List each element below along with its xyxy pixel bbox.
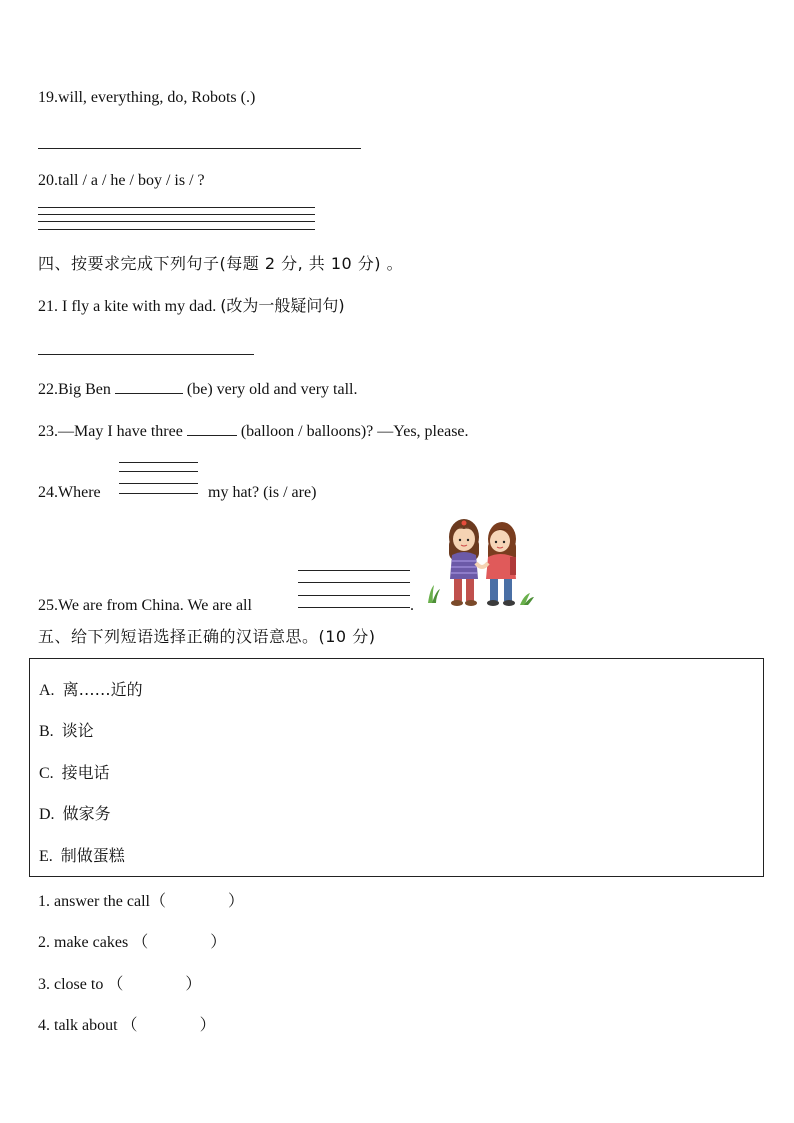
answer-line (38, 214, 315, 215)
question-23-suffix: (balloon / balloons)? —Yes, please. (236, 423, 469, 440)
option-text: 谈论 (61, 721, 94, 740)
option-letter: A. (39, 682, 55, 699)
section-4-title: 四、按要求完成下列句子(每题 2 分, 共 10 分) 。 (38, 254, 404, 273)
question-24-suffix-wrap (208, 483, 316, 503)
question-23-prefix: 23.—May I have three (38, 423, 187, 440)
question-21-text: 21. I fly a kite with my dad. (38, 298, 221, 315)
answer-line (298, 595, 410, 596)
option-text: 做家务 (62, 804, 111, 823)
answer-line-21[interactable] (38, 354, 254, 355)
option-letter: B. (39, 723, 54, 740)
question-23 (38, 421, 469, 442)
answer-line (119, 471, 198, 472)
option-text: 制做蛋糕 (60, 846, 125, 865)
two-girls-illustration (424, 515, 536, 611)
question-22 (38, 379, 358, 400)
option-b (39, 718, 94, 741)
answer-line (38, 207, 315, 208)
question-21 (38, 296, 345, 317)
matching-label: 2. make cakes (38, 934, 133, 951)
paren-close: ） (210, 932, 227, 951)
matching-label: 1. answer the call (38, 893, 150, 910)
matching-label: 4. talk about (38, 1017, 122, 1034)
option-letter: D. (39, 806, 55, 823)
matching-label: 3. close to (38, 976, 108, 993)
question-25-prefix-wrap (38, 596, 252, 616)
answer-line (298, 570, 410, 571)
matching-item-4 (38, 1015, 216, 1036)
section-4-heading (38, 254, 403, 274)
option-c (39, 760, 110, 783)
question-25-suffix-wrap (410, 596, 414, 616)
option-d (39, 801, 111, 824)
option-a (39, 677, 143, 700)
answer-line (119, 483, 198, 484)
paren-close: ） (227, 891, 244, 910)
paren-close: ） (185, 974, 202, 993)
matching-item-3 (38, 974, 201, 995)
question-21-hint: (改为一般疑问句) (220, 296, 345, 315)
paren-open: （ (121, 1015, 138, 1034)
paren-open: （ (107, 974, 124, 993)
question-20-text: 20.tall / a / he / boy / is / ? (38, 172, 205, 189)
paren-open: （ (132, 932, 149, 951)
question-24-prefix: 24.Where (38, 484, 101, 501)
question-19-text: 19.will, everything, do, Robots (.) (38, 89, 256, 106)
answer-line (38, 221, 315, 222)
question-19 (38, 88, 255, 108)
option-letter: E. (39, 848, 53, 865)
question-22-prefix: 22.Big Ben (38, 381, 115, 398)
question-22-suffix: (be) very old and very tall. (182, 381, 358, 398)
answer-line (119, 462, 198, 463)
section-5-heading (38, 627, 375, 647)
question-20 (38, 171, 205, 191)
answer-line (119, 493, 198, 494)
option-e (39, 843, 125, 866)
option-text: 接电话 (61, 763, 110, 782)
question-25-suffix: . (410, 597, 414, 614)
question-24-prefix-wrap (38, 483, 101, 503)
answer-line (38, 229, 315, 230)
blank-22[interactable] (115, 379, 183, 394)
answer-line (298, 607, 410, 608)
answer-line (298, 582, 410, 583)
answer-line-19[interactable] (38, 148, 361, 149)
paren-close: ） (199, 1015, 216, 1034)
question-25-prefix: 25.We are from China. We are all (38, 597, 252, 614)
matching-item-1 (38, 891, 244, 912)
section-5-title: 五、给下列短语选择正确的汉语意思。(10 分) (38, 627, 376, 646)
blank-23[interactable] (187, 421, 237, 436)
options-box (29, 658, 764, 877)
option-letter: C. (39, 765, 54, 782)
option-text: 离……近的 (62, 680, 143, 699)
question-24-suffix: my hat? (is / are) (208, 484, 317, 501)
paren-open: （ (149, 891, 166, 910)
matching-item-2 (38, 932, 226, 953)
